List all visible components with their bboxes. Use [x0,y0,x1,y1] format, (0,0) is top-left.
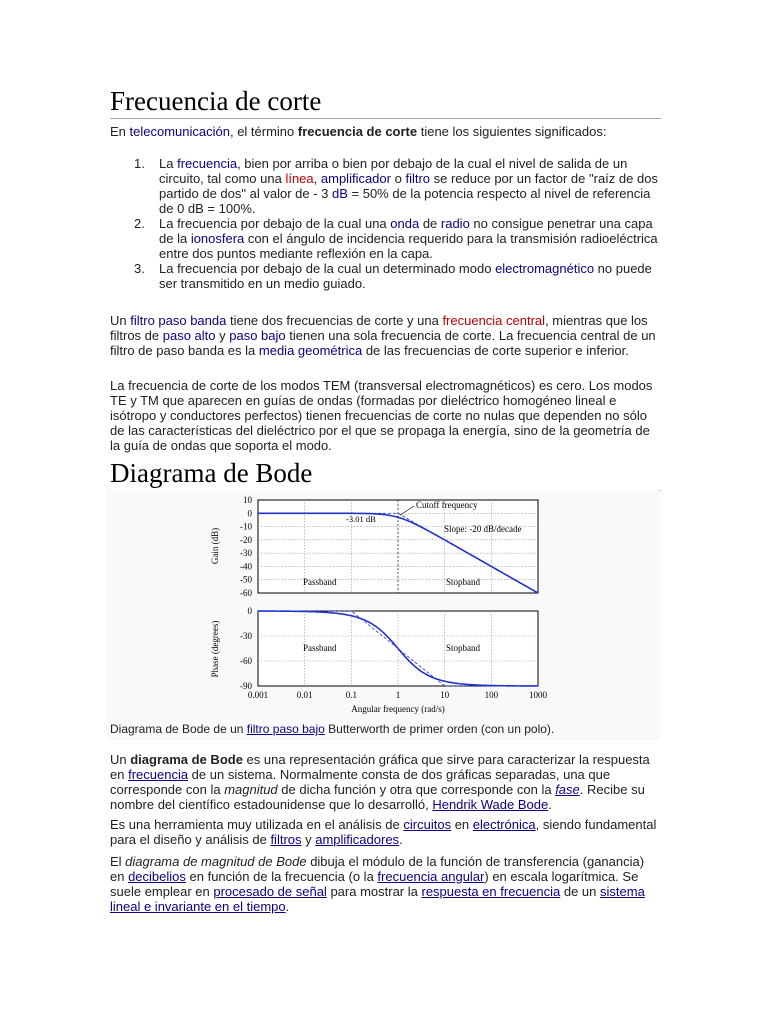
y-axis-label: Phase (degrees) [210,620,220,678]
link-sistema-lti[interactable]: sistema lineal e invariante en el tiempo [110,884,645,914]
intro-paragraph [110,124,661,139]
annotation-stopband: Stopband [446,577,481,587]
text: tiene dos frecuencias de corte y una [226,313,443,328]
text: Un [110,313,131,328]
link-filtro-paso-banda[interactable]: filtro paso banda [130,313,227,328]
italic-term: magnitud [224,782,278,797]
link-media-geometrica[interactable]: media geométrica [258,343,363,358]
x-tick-label: 100 [484,690,499,700]
annotation-passband: Passband [303,643,337,653]
text: no consigue penetrar una capa de la [159,216,653,246]
annotation-passband: Passband [303,577,337,587]
link-hendrik-wade-bode[interactable]: Hendrik Wade Bode [432,797,549,812]
y-tick-label: 10 [243,495,252,505]
y-tick-label: -60 [240,656,252,666]
text: de [419,216,441,231]
figure-caption [110,722,554,736]
text: Diagrama de Bode de un [110,722,247,736]
text: La frecuencia por debajo de la cual un determinado modo [159,261,496,276]
link-filtro-paso-bajo[interactable]: filtro paso bajo [246,722,325,736]
gain-plot [210,495,538,598]
x-tick-label: 0.1 [345,690,357,700]
text: = 50% de la potencia respecto al nivel de referencia de 0 dB = 100%. [159,186,651,216]
link-frecuencia[interactable]: frecuencia [177,156,238,171]
y-tick-label: -10 [240,521,252,532]
link-paso-bajo[interactable]: paso bajo [229,328,286,343]
paragraph-modos: La frecuencia de corte de los modos TEM (transversal electromagnéticos) es cero. Los modos TE y TM que aparecen en guías de ondas (formadas por dieléctrico homogéneo lineal e isótropo y conductores perfectos) tienen frecuencias de corte no nulas que dependen no sólo de las características del dieléctrico por el que se propaga la energía, sino de la geometría de la guía de ondas que soporta el modo. [110,378,653,453]
y-tick-label: -30 [240,631,252,641]
list-item [110,216,661,261]
y-tick-label: -60 [240,588,252,598]
paragraph-bode-intro [110,752,661,812]
text: , siendo fundamental para el diseño y análisis de [110,817,657,847]
bode-figure [106,489,660,740]
text: , bien por arriba o bien por debajo de la cual el nivel de salida de un circuito, tal como una [159,156,628,186]
bold-term: frecuencia de corte [297,124,418,139]
definitions-list [110,156,661,291]
text: . [548,797,552,812]
link-amplificador[interactable]: amplificador [320,171,391,186]
link-telecomunicacion[interactable]: telecomunicación [129,124,230,139]
link-frecuencia-angular[interactable]: frecuencia angular [377,869,485,884]
link-electronica[interactable]: electrónica [472,817,536,832]
x-axis-label: Angular frequency (rad/s) [351,704,445,714]
link-ionosfera[interactable]: ionosfera [190,231,245,246]
text: , el término [229,124,298,139]
list-number: 3. [134,261,145,276]
y-tick-label: 0 [247,606,252,616]
section-title-frecuencia-de-corte: Frecuencia de corte [110,85,661,119]
text: en función de la frecuencia (o la [185,869,378,884]
text: con el ángulo de incidencia requerido para la transmisión radioeléctrica entre dos puntos mediante reflexión en la capa. [159,231,658,261]
text: ) en escala logarítmica. Se suele emplear en [110,869,639,899]
paragraph-filtros [110,313,661,358]
list-number: 2. [134,216,145,231]
link-onda[interactable]: onda [390,216,420,231]
text: La [159,156,178,171]
list-item [110,261,661,291]
x-tick-label: 0.001 [247,690,269,700]
text: Es una herramienta muy utilizada en el análisis de [110,817,404,832]
text: se reduce por un factor de "raíz de dos partido de dos" al valor de - 3 [159,171,658,201]
link-fase[interactable]: fase [555,782,580,797]
link-paso-alto[interactable]: paso alto [162,328,216,343]
text: de un sistema. Normalmente consta de dos gráficas separadas, una que corresponde con la [110,767,611,797]
section-title-diagrama-de-bode: Diagrama de Bode [110,457,661,491]
text: . [399,832,403,847]
link-amplificadores[interactable]: amplificadores [315,832,400,847]
text: es una representación gráfica que sirve para caracterizar la respuesta en [110,752,650,782]
list-item [110,156,661,216]
phase-plot [210,606,548,714]
text: Un [110,752,131,767]
annotation-3db: -3.01 dB [346,514,376,524]
text: para mostrar la [326,884,422,899]
bold-term: diagrama de Bode [130,752,243,767]
text: en [451,817,473,832]
link-frecuencia[interactable]: frecuencia [128,767,189,782]
link-decibelios[interactable]: decibelios [128,869,186,884]
text: y [215,328,230,343]
annotation-slope: Slope: -20 dB/decade [444,524,522,534]
text: La frecuencia por debajo de la cual una [159,216,391,231]
text: , [313,171,321,186]
link-db[interactable]: dB [332,186,348,201]
annotation-cutoff-frequency: Cutoff frequency [416,500,478,510]
text: o [390,171,406,186]
link-filtro[interactable]: filtro [405,171,431,186]
paragraph-herramienta [110,817,661,847]
link-frecuencia-central[interactable]: frecuencia central [442,313,546,328]
link-procesado-de-senal[interactable]: procesado de señal [213,884,327,899]
text: . [285,899,290,914]
text: Butterworth de primer orden (con un polo). [324,722,555,736]
y-tick-label: 0 [247,508,252,519]
text: . Recibe su nombre del científico estadounidense que lo desarrolló, [110,782,645,812]
link-respuesta-en-frecuencia[interactable]: respuesta en frecuencia [421,884,561,899]
link-linea[interactable]: línea [285,171,314,186]
y-tick-label: -50 [240,574,252,585]
text: de dicha función y otra que corresponde con la [277,782,556,797]
x-tick-label: 1 [395,690,401,700]
x-tick-label: 10 [440,690,450,700]
annotation-stopband: Stopband [446,643,481,653]
link-electromagnetico[interactable]: electromagnético [495,261,595,276]
bode-diagram [212,489,556,717]
y-tick-label: -30 [240,548,252,559]
text: y [301,832,316,847]
y-axis-label: Gain (dB) [210,527,220,565]
y-tick-label: -90 [240,681,252,691]
text: no puede ser transmitido en un medio guiado. [159,261,652,291]
text: dibuja el módulo de la función de transferencia (ganancia) en [110,854,645,884]
text: El [110,854,126,869]
text: de un [560,884,601,899]
text: , mientras que los filtros de [110,313,648,343]
x-tick-label: 1000 [529,690,547,700]
italic-term: diagrama de magnitud de Bode [125,854,307,869]
y-tick-label: -20 [240,534,252,545]
list-number: 1. [134,156,145,171]
link-radio[interactable]: radio [440,216,470,231]
text: de las frecuencias de corte superior e inferior. [362,343,629,358]
text: En [110,124,130,139]
x-tick-label: 0.01 [296,690,313,700]
link-circuitos[interactable]: circuitos [403,817,452,832]
text: tiene los siguientes significados: [417,124,607,139]
text: tienen una sola frecuencia de corte. La frecuencia central de un filtro de paso banda es la [110,328,656,358]
link-filtros[interactable]: filtros [270,832,302,847]
paragraph-magnitud [110,854,661,914]
y-tick-label: -40 [240,561,252,572]
